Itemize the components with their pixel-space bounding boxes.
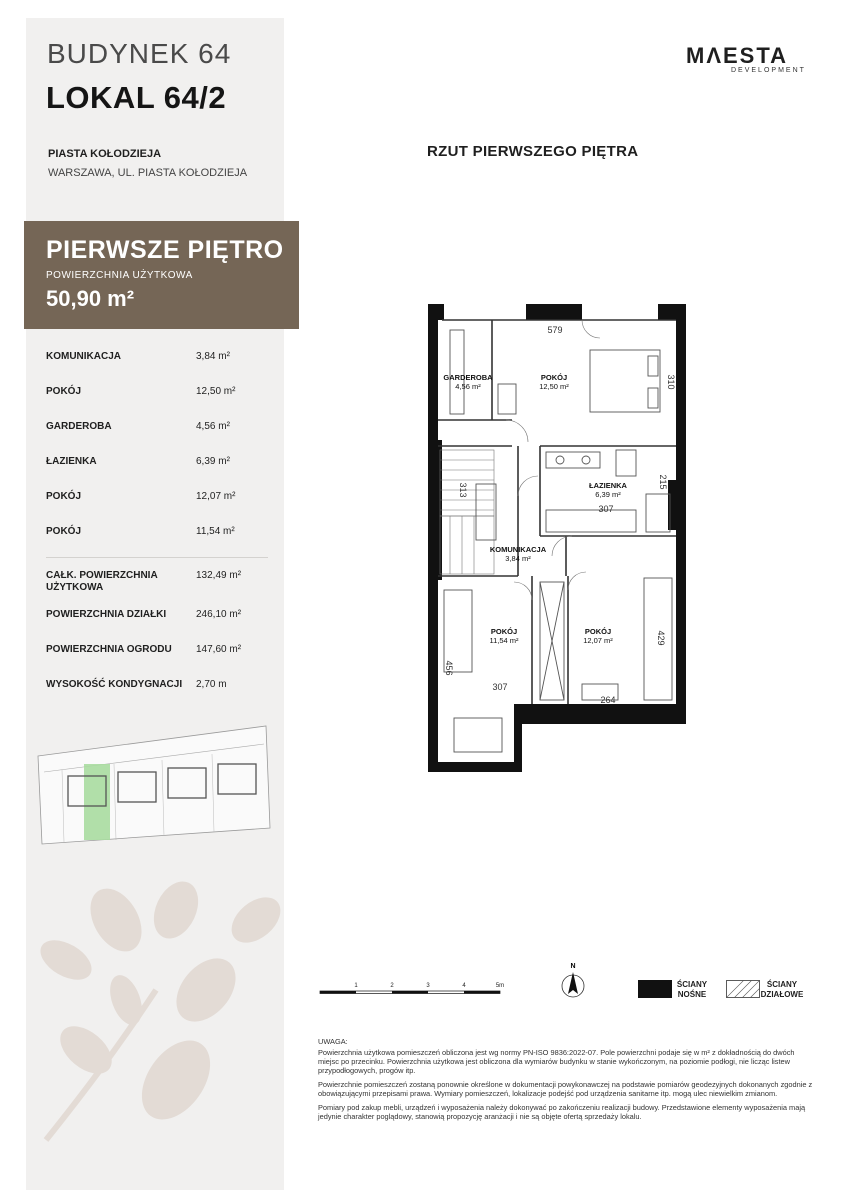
stat-row — [46, 603, 276, 638]
label-komunikacja: KOMUNIKACJA — [489, 545, 547, 554]
label-garderoba: GARDEROBA — [443, 373, 493, 382]
stat-value: 246,10 m² — [196, 609, 242, 620]
dim-307-b: 307 — [492, 682, 508, 692]
room-area: 12,50 m² — [196, 386, 236, 397]
scale-tick: 1 — [354, 983, 358, 989]
room-area: 12,07 m² — [196, 491, 236, 502]
floor-name: PIERWSZE PIĘTRO — [46, 236, 284, 264]
floor-plan — [422, 300, 692, 780]
dim-313: 313 — [458, 482, 468, 498]
partition-wall-label: ŚCIANY DZIAŁOWE — [760, 980, 804, 999]
label-pokoj-1-area: 12,50 m² — [539, 382, 569, 391]
north-label: N — [570, 963, 576, 970]
stat-row — [46, 564, 276, 603]
brand-logo: MΛESTA — [686, 43, 789, 68]
disclaimer-note — [318, 1037, 813, 1126]
building-title: BUDYNEK 64 — [47, 38, 232, 69]
room-row — [46, 485, 276, 520]
partition-wall-swatch — [726, 980, 760, 998]
room-name: ŁAZIENKA — [46, 456, 97, 467]
stat-name: POWIERZCHNIA OGRODU — [46, 644, 172, 655]
room-name: GARDEROBA — [46, 421, 112, 432]
room-area: 4,56 m² — [196, 421, 230, 432]
room-name: KOMUNIKACJA — [46, 351, 121, 362]
stat-value: 2,70 m — [196, 679, 227, 690]
dim-456: 456 — [444, 660, 454, 676]
north-arrow-icon — [560, 960, 586, 1002]
dim-307-a: 307 — [598, 504, 614, 514]
label-pokoj-3-area: 12,07 m² — [583, 636, 613, 645]
floor-summary-box — [24, 221, 299, 329]
room-row — [46, 380, 276, 415]
usable-area-label: POWIERZCHNIA UŻYTKOWA — [46, 270, 193, 281]
room-name: POKÓJ — [46, 526, 82, 537]
plan-title: RZUT PIERWSZEGO PIĘTRA — [427, 143, 639, 160]
scale-tick: 3 — [426, 983, 430, 989]
scale-tick: 2 — [390, 983, 394, 989]
estate-name: PIASTA KOŁODZIEJA — [48, 148, 162, 160]
dim-429: 429 — [656, 630, 666, 646]
label-lazienka-area: 6,39 m² — [595, 490, 621, 499]
label-komunikacja-area: 3,84 m² — [505, 554, 531, 563]
room-area: 3,84 m² — [196, 351, 230, 362]
scale-bar — [318, 978, 518, 1008]
label-garderoba-area: 4,56 m² — [455, 382, 481, 391]
room-row — [46, 520, 276, 555]
dim-215: 215 — [658, 474, 668, 490]
bearing-wall-swatch — [638, 980, 672, 998]
dim-310: 310 — [666, 374, 676, 390]
dim-264: 264 — [600, 695, 616, 705]
label-pokoj-3: POKÓJ — [584, 627, 612, 636]
room-row — [46, 450, 276, 485]
note-heading: UWAGA: — [318, 1037, 348, 1046]
note-paragraph: Powierzchnie pomieszczeń zostaną ponownie określone w dokumentacji powykonawczej na podstawie pomiarów geodezyjnych dokonanych zgodnie z obowiązującymi przepisami prawa. Wymiary pomieszczeń, lokalizacje podejść pod urządzenia sanitarne itp. mogą ulec niewielkim zmianom. — [318, 1080, 813, 1098]
note-paragraph: Pomiary pod zakup mebli, urządzeń i wyposażenia należy dokonywać po zakończeniu realizacji budowy. Przedstawione elementy wyposażenia mają jedynie charakter poglądowy, stanowią propozycję aranżacji i nie są objęte ofertą sprzedaży lokalu. — [318, 1103, 806, 1121]
usable-area-value: 50,90 m² — [46, 286, 135, 311]
stat-row — [46, 638, 276, 673]
label-pokoj-2: POKÓJ — [490, 627, 518, 636]
stat-value: 132,49 m² — [196, 570, 242, 581]
stat-name: POWIERZCHNIA DZIAŁKI — [46, 609, 167, 620]
room-area: 6,39 m² — [196, 456, 230, 467]
room-name: POKÓJ — [46, 491, 82, 502]
label-pokoj-2-area: 11,54 m² — [489, 636, 519, 645]
scale-tick: 4 — [462, 983, 466, 989]
bearing-wall-label: ŚCIANY NOŚNE — [676, 980, 708, 999]
room-row — [46, 345, 276, 380]
label-pokoj-1: POKÓJ — [540, 373, 568, 382]
room-row — [46, 415, 276, 450]
address: WARSZAWA, UL. PIASTA KOŁODZIEJA — [48, 167, 248, 179]
stat-name: WYSOKOŚĆ KONDYGNACJI — [46, 679, 183, 690]
stat-value: 147,60 m² — [196, 644, 242, 655]
unit-title: LOKAL 64/2 — [46, 80, 227, 115]
stat-row — [46, 673, 276, 708]
stat-name: CAŁK. POWIERZCHNIA UŻYTKOWA — [46, 570, 158, 593]
room-area: 11,54 m² — [196, 526, 235, 537]
leaf-decoration — [26, 880, 284, 1160]
label-lazienka: ŁAZIENKA — [589, 481, 627, 490]
room-list — [46, 345, 276, 708]
dim-579: 579 — [547, 325, 563, 335]
note-paragraph: Powierzchnia użytkowa pomieszczeń obliczona jest wg normy PN-ISO 9836:2022-07. Pole powierzchni podaje się w m² z dokładnością do dwóch miejsc po przecinku. Powierzchnia użytkowa jest obliczona dla wymiarów budynku w stanie wykończonym, na poziomie podłogi, nie licząc listew przypodłogowych, progów itp. — [318, 1048, 795, 1075]
divider — [46, 557, 268, 558]
site-plan — [34, 724, 274, 846]
room-name: POKÓJ — [46, 386, 82, 397]
scale-tick: 5m — [495, 983, 505, 989]
brand-sub: DEVELOPMENT — [731, 67, 806, 74]
